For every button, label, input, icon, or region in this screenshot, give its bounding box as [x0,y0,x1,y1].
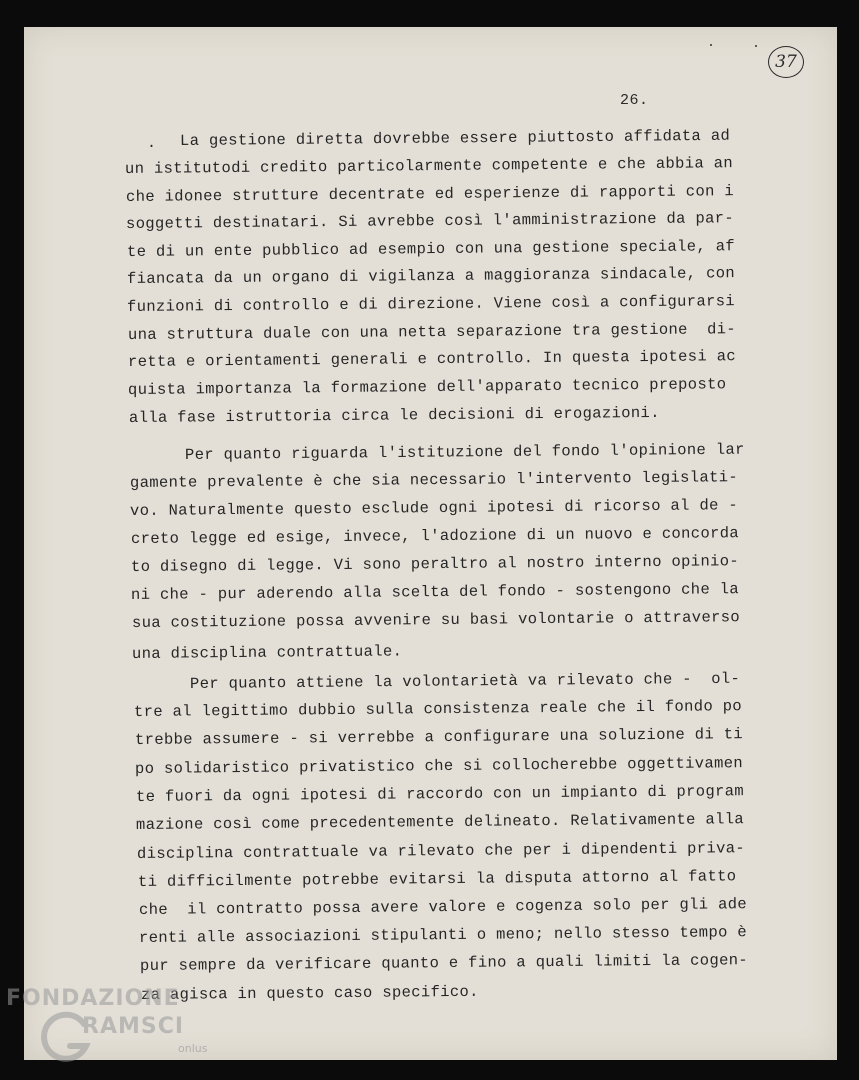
text-line: renti alle associazioni stipulanti o meno; nello stesso tempo è [138,923,748,947]
watermark-line1: FONDAZIONE [6,986,180,1011]
text-line: gamente prevalente è che sia necessario l'intervento legislati- [129,468,739,492]
text-line: una struttura duale con una netta separazione tra gestione di- [127,320,737,344]
text-line: trebbe assumere - si verrebbe a configurare una soluzione di ti [134,725,744,749]
text-line: un istitutodi credito particolarmente competente e che abbia an [124,154,734,178]
text-line: che idonee strutture decentrate ed esperienze di rapporti con i [125,182,735,206]
watermark-line2: RAMSCI [82,1014,185,1039]
text-line: ni che - pur aderendo alla scelta del fondo - sostengono che la [130,580,740,604]
text-line: vo. Naturalmente questo esclude ogni ipotesi di ricorso al de - [129,496,739,520]
ink-speck [755,45,757,47]
page-number: 26. [620,92,649,109]
text-line: te di un ente pubblico ad esempio con una gestione speciale, af [126,237,736,261]
text-line: funzioni di controllo e di direzione. Viene così a configurarsi [126,292,736,316]
fondazione-gramsci-watermark [4,986,234,1080]
text-line: alla fase istruttoria circa le decisioni di erogazioni. [128,403,660,427]
text-line: pur sempre da verificare quanto e fino a quali limiti la cogen- [139,951,749,975]
watermark-line3: onlus [178,1042,208,1055]
text-line: quista importanza la formazione dell'apparato tecnico preposto [127,375,727,399]
text-line: Per quanto riguarda l'istituzione del fondo l'opinione lar [184,440,745,464]
text-line: disciplina contrattuale va rilevato che per i dipendenti priva- [136,839,746,863]
text-line: creto legge ed esige, invece, l'adozione di un nuovo e concorda [130,524,740,548]
text-line: po solidaristico privatistico che si collocherebbe oggettivamen [134,754,744,778]
text-line: retta e orientamenti generali e controllo. In questa ipotesi ac [127,347,737,371]
text-line: La gestione diretta dovrebbe essere piuttosto affidata ad [179,126,731,150]
text-line: Per quanto attiene la volontarietà va rilevato che - ol- [189,669,741,693]
text-line: soggetti destinatari. Si avrebbe così l'amministrazione da par- [125,209,735,233]
text-line: che il contratto possa avere valore e cogenza solo per gli ade [138,895,748,919]
text-line: sua costituzione possa avvenire su basi volontarie o attraverso [131,608,741,632]
text-line: za agisca in questo caso specifico. [140,982,479,1004]
text-line: tre al legittimo dubbio sulla consistenza reale che il fondo po [133,697,743,721]
folio-stamp: 37 [768,46,804,78]
text-line: to disegno di legge. Vi sono peraltro al nostro interno opinio- [130,552,740,576]
text-line: mazione così come precedentemente delineato. Relativamente alla [135,810,745,834]
text-line: fiancata da un organo di vigilanza a maggioranza sindacale, con [126,264,736,288]
text-line: te fuori da ogni ipotesi di raccordo con un impianto di program [135,782,745,806]
ink-speck [710,44,712,46]
text-line: una disciplina contrattuale. [131,642,403,663]
bullet-mark: · [147,138,157,155]
text-line: ti difficilmente potrebbe evitarsi la disputa attorno al fatto [137,867,737,891]
